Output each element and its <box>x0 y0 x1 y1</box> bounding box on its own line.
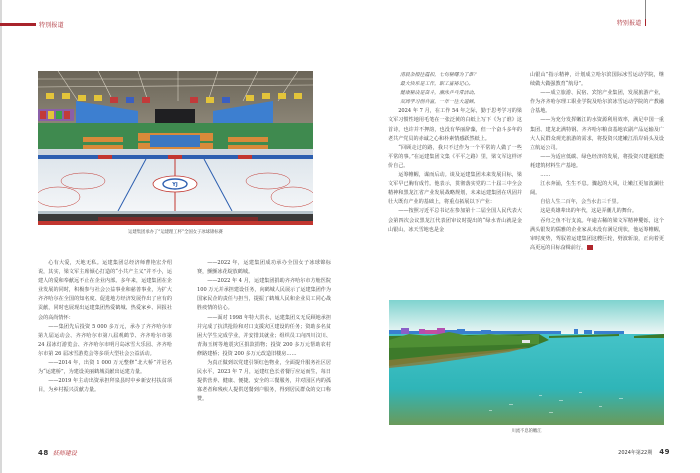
paragraph: 运筹帷幄，谋而后动。谈及运建集团未来发展目标，梁文军早已胸有成竹。他表示，贯彻落实党的二十届三中全会精神和黑龙江省产业发展战略规划，未来运建集团在巩固并壮大既有产业的基础上，将重点拓展以下产业： <box>388 172 522 206</box>
river-photo <box>389 300 664 425</box>
right-page-column-2 <box>530 71 664 253</box>
left-page-column-1 <box>38 259 172 395</box>
paragraph: 江水奔涌，生生不息。骤起的大风，让嫩江更加波澜壮阔。 <box>530 181 664 197</box>
page-edge <box>0 0 2 473</box>
paragraph: 心有大爱，天地无私。运建集团总经济师曹艳宏介绍说，其实，梁文军主席倾心打造的“小共产主义”并不小，运建人的爱和奉献远不止在企业内部。多年来，运建集团在企业发展的同时，积极参与社会公益事业和慈善事业，为扩大齐齐哈尔在全国的知名度、促进地方经济发展作出了应有的贡献，同时也展现出运建集团热爱鹤城、热爱家乡、回报社会的高尚情怀： <box>38 260 172 321</box>
paragraph: ——集团先后投资 5 000 多万元，承办了齐齐哈尔市第九届运动会、齐齐哈尔市第八届观鹤节、齐齐哈尔市第 24 届冰灯游览会、齐齐哈尔市明月岛冰雪大乐园、齐齐哈尔市第 26 届冰雪游览会等多项大型社会公益活动。 <box>38 323 172 357</box>
right-page-footer <box>618 448 670 456</box>
poem-line: 双周学习创共富，一年一往大道鲜。 <box>400 99 479 106</box>
section-label: 特别报道 <box>39 22 64 29</box>
page-number: 49 <box>659 448 670 456</box>
issue-label: 2024年第22期 <box>618 450 653 456</box>
paragraph: …… <box>540 172 551 179</box>
poem-line: 清晨杂掇往霞扣，七旬秘曙为了谁？ <box>400 72 479 78</box>
paragraph: ——2022 年，运建集团成功承办全国女子冰球锦标赛，颤颤冰花绽放鹤城。 <box>197 260 331 276</box>
ice-rink-photo <box>38 71 313 225</box>
section-header-right <box>617 18 646 27</box>
section-label: 特别报道 <box>616 20 642 27</box>
svg-text:YJ: YJ <box>172 182 178 188</box>
left-page-footer <box>38 448 77 457</box>
river-caption: 川流不息的嫩江 <box>511 429 542 434</box>
paragraph <box>530 217 664 253</box>
paragraph: ——成立旅游、民宿、宾馆产业集团，发展旅游产业，作为齐齐哈尔理工职业学院及哈尔滨冰雪运动学院的产教融合基地。 <box>530 90 664 115</box>
paragraph: “回顾走过的路，我只不过作为一个平常的人做了一些平常的事。”在运建集团文集《平平之路》里，梁文军这样评价自己。 <box>388 144 522 169</box>
paragraph: 2024 年 7 月，在工作 54 年之际，勤于思考学习的梁文军习惯性地用毛笔在一张泛黄的白纸上写下《为了谁》这首诗，也许并不押韵，也没有华丽辞藻，但一个奋斗多年的老共产党员的赤诚之心和朴素情感跃然纸上。 <box>388 108 522 142</box>
paragraph: ——2019 年主动出资承担拜泉县时中乡新安村扶贫项目，为乡村振兴贡献力量。 <box>38 378 172 394</box>
header-accent-tick <box>645 19 647 26</box>
paragraph: 为真正做到以党建引领红色物业，全面提升服务社区居民水平，2023 年 7 月，运建红色长者餐厅应运而生，每日提供营养、健康、便捷、安全的三餐服务，并对园区内的孤寡老者和残疾人提供送餐到户服务，得到居民群众的交口称赞。 <box>197 360 331 403</box>
end-mark-icon <box>587 245 593 250</box>
section-header-left <box>0 20 64 29</box>
closing-paragraph: 吞舟之鱼不行支流。年逾古稀的梁文军精神矍铄，这个满头银发的儒雅的企业家从未没有满足现状，他运筹帷幄，审时度势，驾驭着运建集团这艘巨轮，劈波斩浪，正向着更高更远的目标奋楫前行。 <box>530 217 664 251</box>
paragraph: 这是英雄辈出的年代，这是弄潮儿的舞台。 <box>540 208 637 215</box>
page-number: 48 <box>38 449 49 457</box>
left-page-column-2 <box>197 259 331 405</box>
header-accent-bar <box>0 23 36 26</box>
paragraph: ——为充分发挥嫩江的水资源利用效率，满足中国一重集团、建龙北满特钢、齐齐哈尔粮食基地农副产品运输及广大人民群众观光旅游的需求，将投资兴建嫩江沿岸码头及设立航运公司。 <box>530 117 664 151</box>
paragraph: ——面对 1998 年特大洪水，运建集团义无反顾地承担并完成了抗洪抢险和对口支援灾区建设的任务；资助多名贫困大学生完成学业，并安排其就业；组织员工向四川汶川、青海玉树等地震灾区捐款捐物；投资 200 多万元帮助农村修路建桥；投资 200 多万元改造旧楼房…… <box>197 314 331 357</box>
magazine-name: 妖师建设 <box>52 450 77 457</box>
ice-rink-image <box>38 71 313 225</box>
poem-line: 健康秘诀是奋斗，濒泳乒乓常活动。 <box>400 90 479 97</box>
ice-rink-caption: 运建集团承办了“运建理工杯”全国女子冰球锦标赛 <box>128 230 223 235</box>
right-page-column-1 <box>388 71 522 235</box>
paragraph: ——2022 年 4 月，运建集团捐助齐齐哈尔市方舱医院 100 万元并承担建设任务，向鹤城人民展示了运建集团作为国家民企的责任与担当，提振了鹤城人民和企业员工同心战胜疫情的信心。 <box>197 278 331 312</box>
paragraph: 山银山”指示精神，计划成立哈尔滨国际冰雪运动学院，继续做大做强教育“航母”。 <box>530 72 664 88</box>
paragraph: ——2014 年，出资 1 000 万元整修“北大桥”并冠名为“运建桥”，为建设美丽鹤城贡献出运建力量。 <box>38 360 172 376</box>
river-image <box>389 300 664 425</box>
paragraph: 自信人生二百年，会当水击三千里。 <box>540 199 622 206</box>
paragraph: ——按照习近平总书记在参加第十二届全国人民代表大会第四次会议黑龙江代表团审议时提出的“绿水青山就是金山银山，冰天雪地也是金 <box>388 208 522 233</box>
poem-line: 最大快乐是工作，职工富裕记心。 <box>400 81 474 88</box>
paragraph: ——为适应低碳、绿色经济的发展，将投资兴建超低能耗建筑材料生产基地。 <box>530 153 664 169</box>
